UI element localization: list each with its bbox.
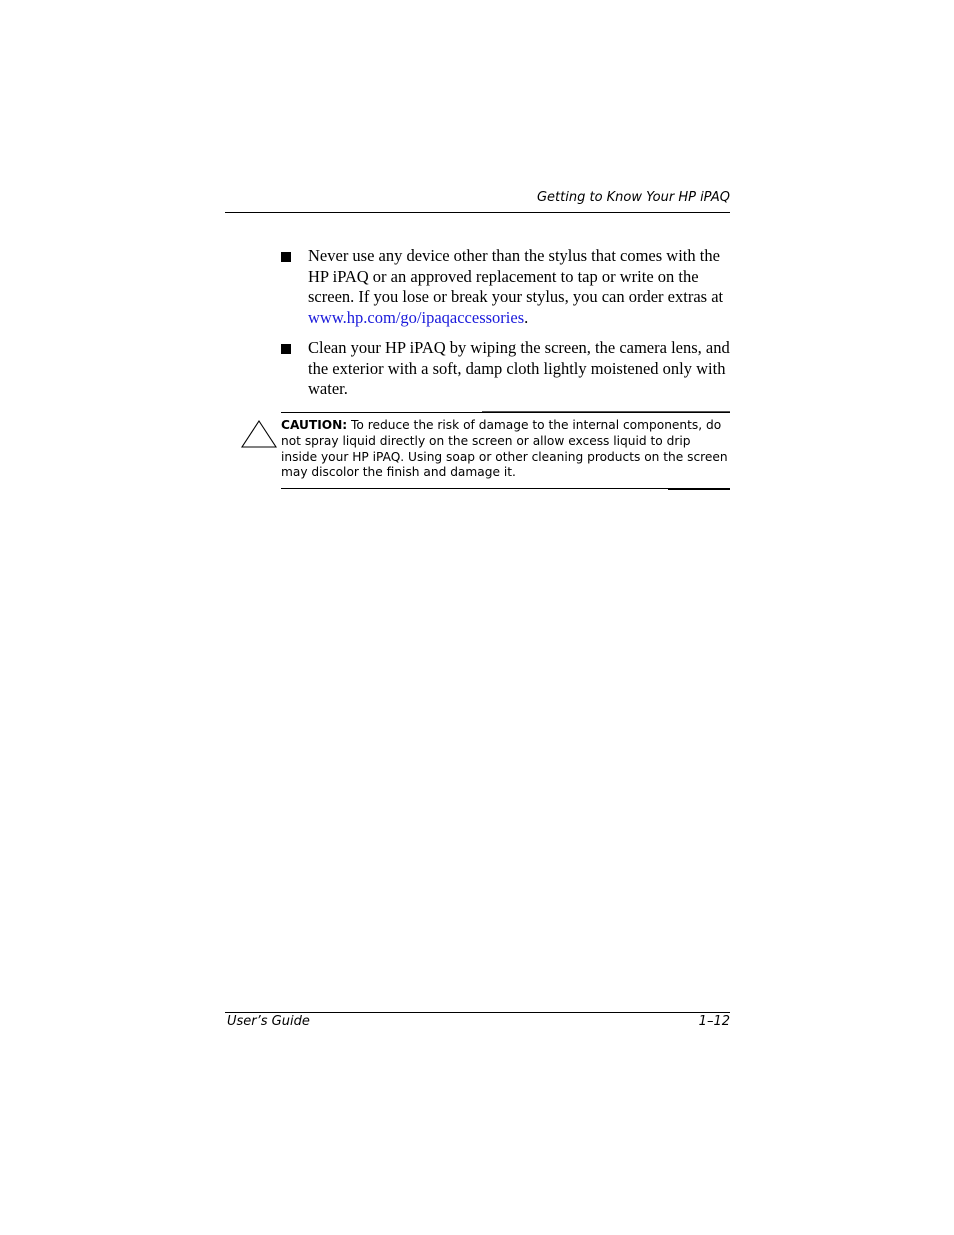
list-item-text: Clean your HP iPAQ by wiping the screen, the camera lens, and the exterior with a soft, damp cloth lightly moistened only with water. <box>308 338 730 398</box>
square-bullet-icon <box>281 252 291 262</box>
footer-rule <box>225 1012 730 1013</box>
square-bullet-icon <box>281 344 291 354</box>
list-item <box>280 246 730 328</box>
caution-text: To reduce the risk of damage to the internal components, do not spray liquid directly on the screen or allow excess liquid to drip inside your HP iPAQ. Using soap or other cleaning products on the screen may discolor the finish and damage it. <box>281 418 728 480</box>
caution-bottom-rule <box>281 488 730 489</box>
page-number: 1–12 <box>698 1014 730 1029</box>
list-item-text <box>308 246 730 328</box>
header-rule <box>225 212 730 213</box>
bullet-list <box>280 246 730 410</box>
footer-guide-title: User’s Guide <box>227 1014 310 1029</box>
list-item-text-after: . <box>524 307 529 327</box>
running-header: Getting to Know Your HP iPAQ <box>536 190 730 205</box>
list-item-text-before: Never use any device other than the stylus that comes with the HP iPAQ or an approved replacement to tap or write on the screen. If you lose or break your stylus, you can order extras at <box>308 246 724 306</box>
list-item <box>280 338 730 400</box>
caution-top-rule-accent <box>482 411 730 412</box>
caution-triangle-icon <box>241 420 277 448</box>
caution-label: CAUTION: <box>281 418 348 432</box>
accessories-link[interactable]: www.hp.com/go/ipaqaccessories <box>308 307 525 327</box>
caution-bottom-rule-accent <box>668 488 730 490</box>
caution-top-rule <box>281 412 730 413</box>
caution-note <box>281 418 730 481</box>
